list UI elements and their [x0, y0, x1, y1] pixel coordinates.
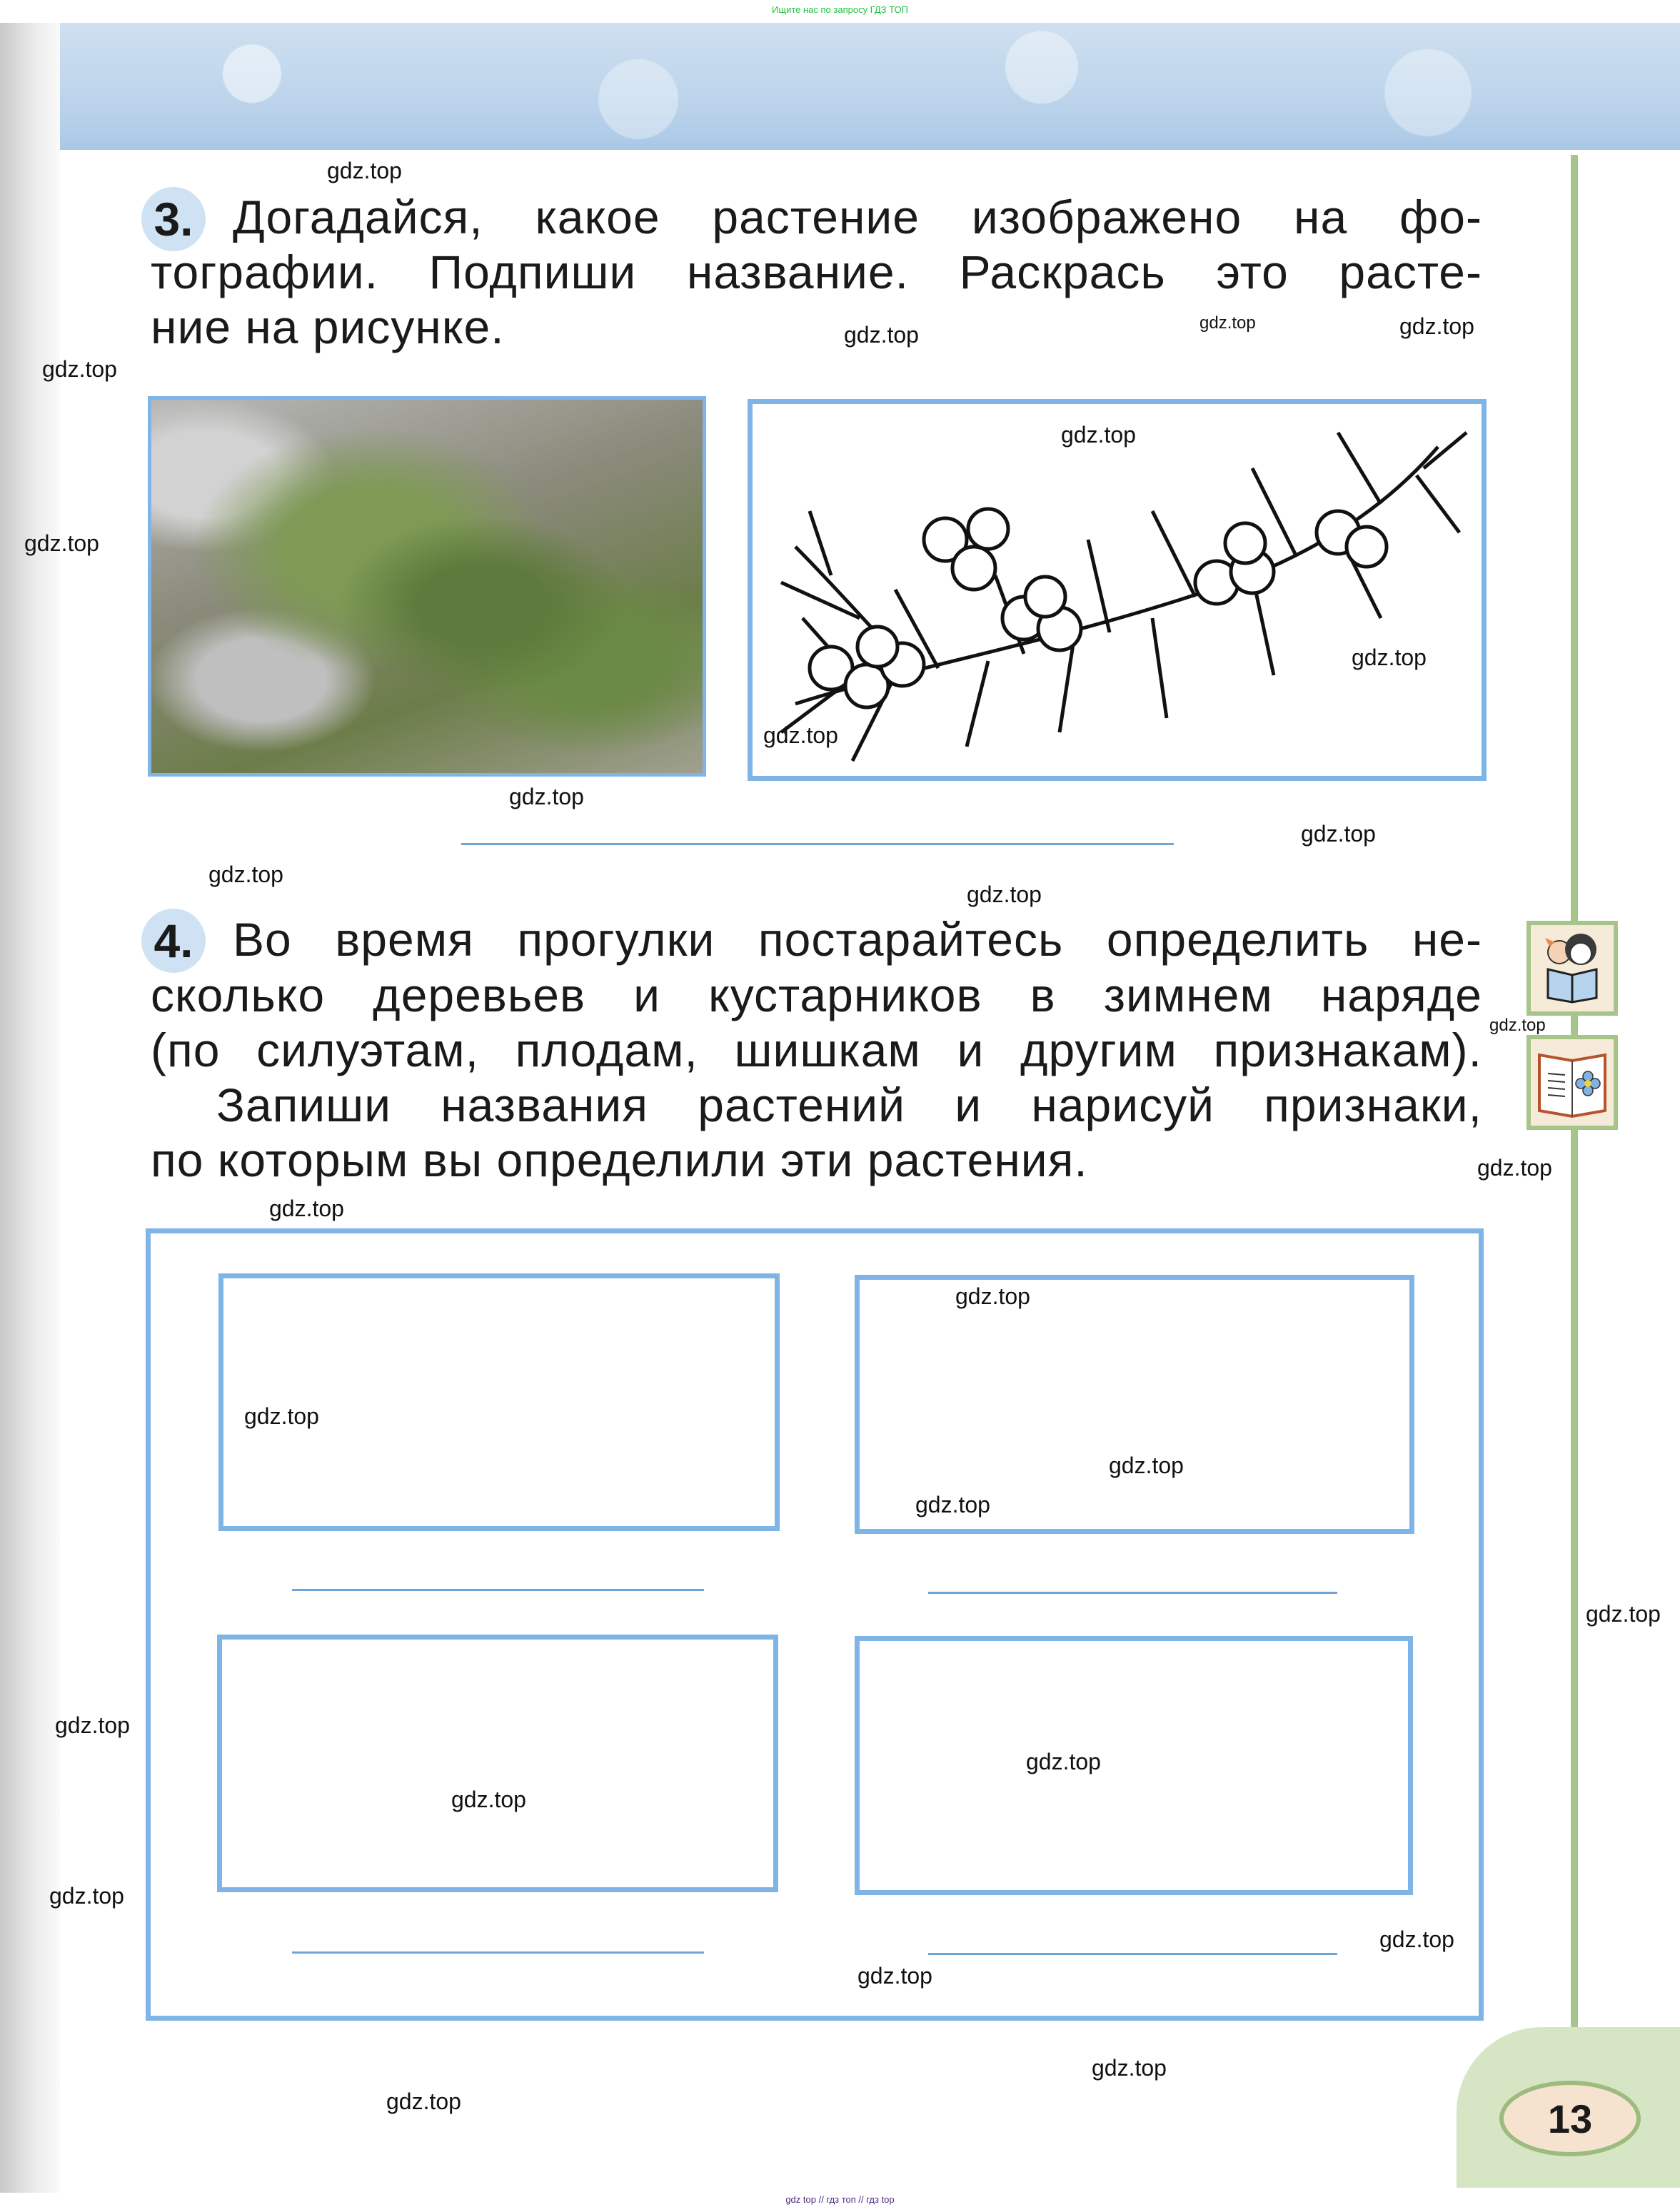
task-4-line-3: (по силуэтам, плодам, шишкам и другим признакам).	[151, 1024, 1482, 1076]
watermark: gdz.top	[55, 1712, 130, 1738]
name-line-3[interactable]	[292, 1951, 704, 1954]
watermark: gdz.top	[1399, 313, 1474, 339]
juniper-drawing[interactable]	[748, 399, 1487, 781]
task-4-line-5: по которым вы определили эти растения.	[151, 1133, 1088, 1186]
task-4-line-4: Запиши названия растений и нарисуй признаки,	[216, 1079, 1482, 1131]
watermark: gdz.top	[1352, 645, 1427, 670]
name-line-4[interactable]	[928, 1953, 1337, 1955]
header-note: Ищите нас по запросу ГДЗ ТОП	[772, 4, 908, 15]
task-3-answer-line[interactable]	[461, 843, 1174, 845]
task-4-line-1: Во время прогулки постарайтесь определить не-	[233, 913, 1482, 966]
watermark: gdz.top	[955, 1283, 1030, 1309]
name-line-1[interactable]	[292, 1589, 704, 1591]
watermark: gdz.top	[915, 1492, 990, 1517]
juniper-branch-icon	[753, 404, 1482, 776]
watermark: gdz.top	[42, 356, 117, 382]
task-4-line-2: сколько деревьев и кустарников в зимнем наряде	[151, 969, 1482, 1021]
watermark: gdz.top	[386, 2089, 461, 2114]
drawing-box-4[interactable]	[855, 1636, 1413, 1895]
watermark: gdz.top	[24, 530, 99, 556]
watermark: gdz.top	[208, 862, 283, 887]
name-line-2[interactable]	[928, 1592, 1337, 1594]
drawing-box-3[interactable]	[217, 1635, 778, 1892]
watermark: gdz.top	[1489, 1016, 1546, 1035]
task-3-line-1: Догадайся, какое растение изображено на фо-	[233, 191, 1482, 243]
open-book-icon	[1526, 1035, 1618, 1130]
watermark: gdz.top	[327, 158, 402, 183]
watermark: gdz.top	[269, 1196, 344, 1221]
drawing-box-1[interactable]	[218, 1273, 780, 1531]
reading-together-icon	[1526, 921, 1618, 1016]
task-3-line-2: тографии. Подпиши название. Раскрась это расте-	[151, 246, 1482, 298]
winter-banner	[0, 23, 1680, 150]
watermark: gdz.top	[1109, 1453, 1184, 1478]
task-3-number: 3.	[141, 187, 206, 251]
watermark: gdz.top	[1586, 1601, 1661, 1627]
page-binding-shadow	[0, 23, 60, 2193]
watermark: gdz.top	[1301, 821, 1376, 847]
watermark: gdz.top	[1061, 422, 1136, 448]
task-3-line-3: ние на рисунке.	[151, 301, 505, 353]
watermark: gdz.top	[1026, 1749, 1101, 1774]
page-number: 13	[1499, 2081, 1641, 2156]
watermark: gdz.top	[1199, 313, 1256, 333]
watermark: gdz.top	[49, 1883, 124, 1909]
watermark: gdz.top	[967, 882, 1042, 907]
watermark: gdz.top	[1379, 1926, 1454, 1952]
task-4-number: 4.	[141, 909, 206, 973]
juniper-photo	[148, 396, 706, 777]
watermark: gdz.top	[857, 1963, 932, 1989]
watermark: gdz.top	[1092, 2055, 1167, 2081]
watermark: gdz.top	[244, 1403, 319, 1429]
watermark: gdz.top	[844, 322, 919, 348]
watermark: gdz.top	[763, 722, 838, 748]
footer-note: gdz top // гдз топ // гдз top	[785, 2194, 895, 2205]
watermark: gdz.top	[509, 784, 584, 809]
watermark: gdz.top	[451, 1787, 526, 1812]
watermark: gdz.top	[1477, 1155, 1552, 1181]
